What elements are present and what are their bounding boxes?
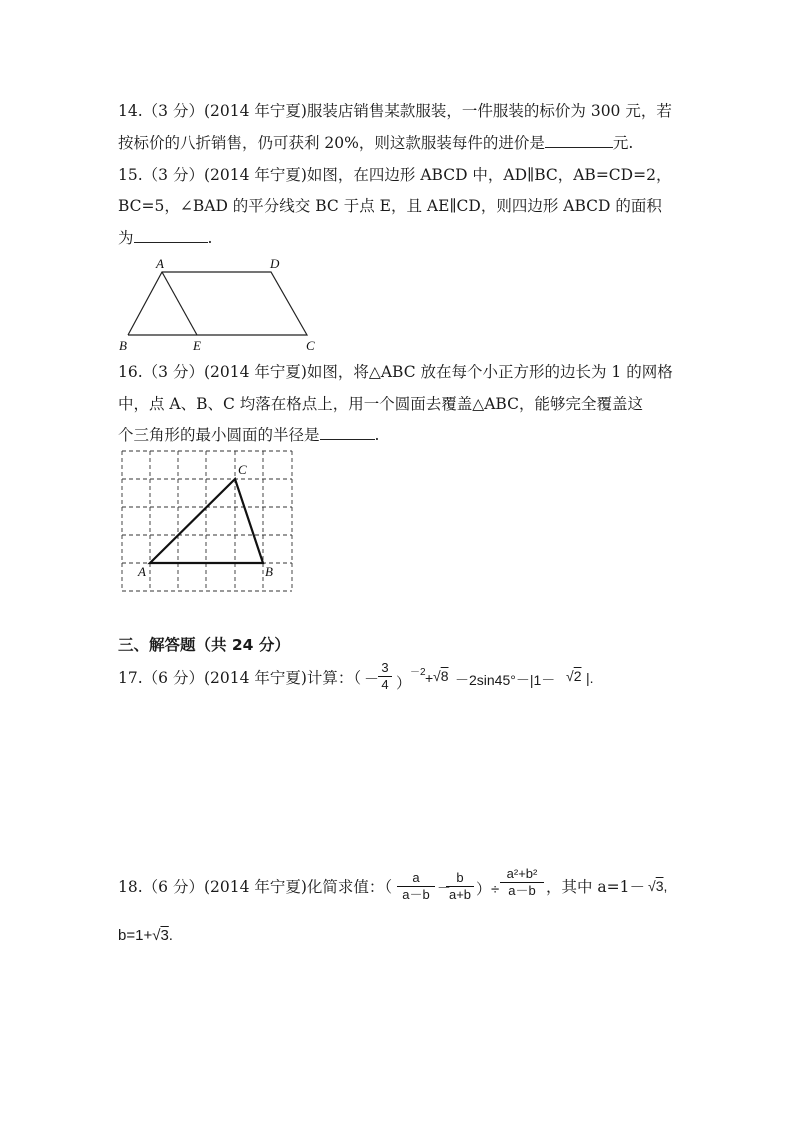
q18-given: ，其中 a=1－ — [546, 878, 646, 896]
q18-comma: , — [663, 878, 668, 894]
sqrt-icon: √ — [433, 668, 441, 684]
q15-line3-text: 为 — [118, 229, 134, 247]
q17-plus: + — [425, 670, 434, 686]
q18-f3-num: a²+b² — [500, 866, 544, 883]
q15-line3-end: . — [207, 229, 213, 247]
sqrt-icon: √ — [566, 668, 574, 684]
label-d: D — [270, 256, 280, 271]
q18-rad-b: 3 — [160, 927, 169, 944]
q17-rad1: 8 — [440, 668, 449, 684]
sqrt-icon: √ — [152, 927, 161, 944]
label-b: B — [119, 338, 127, 353]
q17-frac-num: 3 — [378, 660, 392, 677]
label-e: E — [193, 338, 201, 353]
q18-f2-den: a+b — [448, 887, 472, 902]
q17-frac-den: 4 — [381, 677, 389, 692]
q18-rad-a: 3 — [655, 878, 664, 894]
q18-f1-num: a — [397, 870, 435, 887]
q18-f3-den: a－b — [508, 883, 536, 898]
q17-end: |. — [586, 670, 594, 686]
q15-line2: BC=5，∠BAD 的平分线交 BC 于点 E，且 AE∥CD，则四边形 ABCD 的面积 — [118, 197, 662, 215]
label-a: A — [156, 256, 164, 271]
sqrt-icon: √ — [648, 878, 656, 894]
q17-rad2: 2 — [573, 668, 582, 684]
q17-fraction — [378, 660, 392, 693]
triangle-abc — [150, 479, 263, 563]
q16-line1: 16.（3 分）(2014 年宁夏)如图，将△ABC 放在每个小正方形的边长为 1 的网格 — [118, 363, 673, 381]
q16-line3-text: 个三角形的最小圆面的半径是 — [118, 426, 320, 444]
q18-line2-suffix: . — [168, 927, 173, 944]
label-b: B — [265, 564, 273, 579]
q18-sqrt3-a — [648, 878, 667, 894]
label-c: C — [238, 462, 247, 477]
q17-rparen: ） — [396, 675, 412, 692]
q14-line2-end: 元. — [612, 134, 634, 152]
q16-line2: 中，点 A、B、C 均落在格点上，用一个圆面去覆盖△ABC，能够完全覆盖这 — [118, 395, 643, 413]
q15-line1: 15.（3 分）(2014 年宁夏)如图，在四边形 ABCD 中，AD∥BC，AB=CD=2， — [118, 166, 672, 184]
q16-line3 — [118, 425, 379, 445]
q18-fraction-1 — [397, 870, 435, 903]
q18-minus: － — [437, 880, 451, 896]
q17-sqrt2 — [566, 668, 581, 684]
trapezoid-outline — [128, 272, 307, 335]
section-heading: 三、解答题（共 24 分） — [118, 636, 290, 654]
q17-exponent: －2 — [410, 667, 426, 678]
q17-minus: － — [364, 671, 380, 688]
q18-line2 — [118, 927, 173, 944]
q18-fraction-2 — [446, 870, 474, 903]
q16-answer-blank[interactable] — [320, 425, 375, 440]
q17-sqrt8 — [433, 668, 448, 684]
q18-f2-num: b — [446, 870, 474, 887]
label-c: C — [306, 338, 315, 353]
q17-middle: －2sin45°－|1－ — [455, 672, 556, 688]
q14-line1: 14.（3 分）(2014 年宁夏)服装店销售某款服装，一件服装的标价为 300 元，若 — [118, 102, 672, 120]
q18-prefix: 18.（6 分）(2014 年宁夏)化简求值：（ — [118, 878, 393, 896]
q18-close-div: ）÷ — [476, 881, 500, 898]
grid-triangle-figure — [118, 448, 298, 598]
q15-answer-blank[interactable] — [134, 228, 208, 243]
q17-prefix: 17.（6 分）(2014 年宁夏)计算：（ — [118, 669, 362, 687]
q14-line2 — [118, 133, 633, 153]
q16-line3-end: . — [374, 426, 380, 444]
segment-ae — [162, 272, 197, 335]
label-a: A — [138, 564, 146, 579]
q18-fraction-3 — [500, 866, 544, 899]
trapezoid-figure — [110, 255, 330, 355]
q14-line2-text: 按标价的八折销售，仍可获利 20%，则这款服装每件的进价是 — [118, 134, 545, 152]
q18-line2-prefix: b=1+ — [118, 927, 153, 944]
q14-answer-blank[interactable] — [545, 133, 613, 148]
q18-f1-den: a－b — [402, 887, 430, 902]
q15-line3 — [118, 228, 212, 248]
